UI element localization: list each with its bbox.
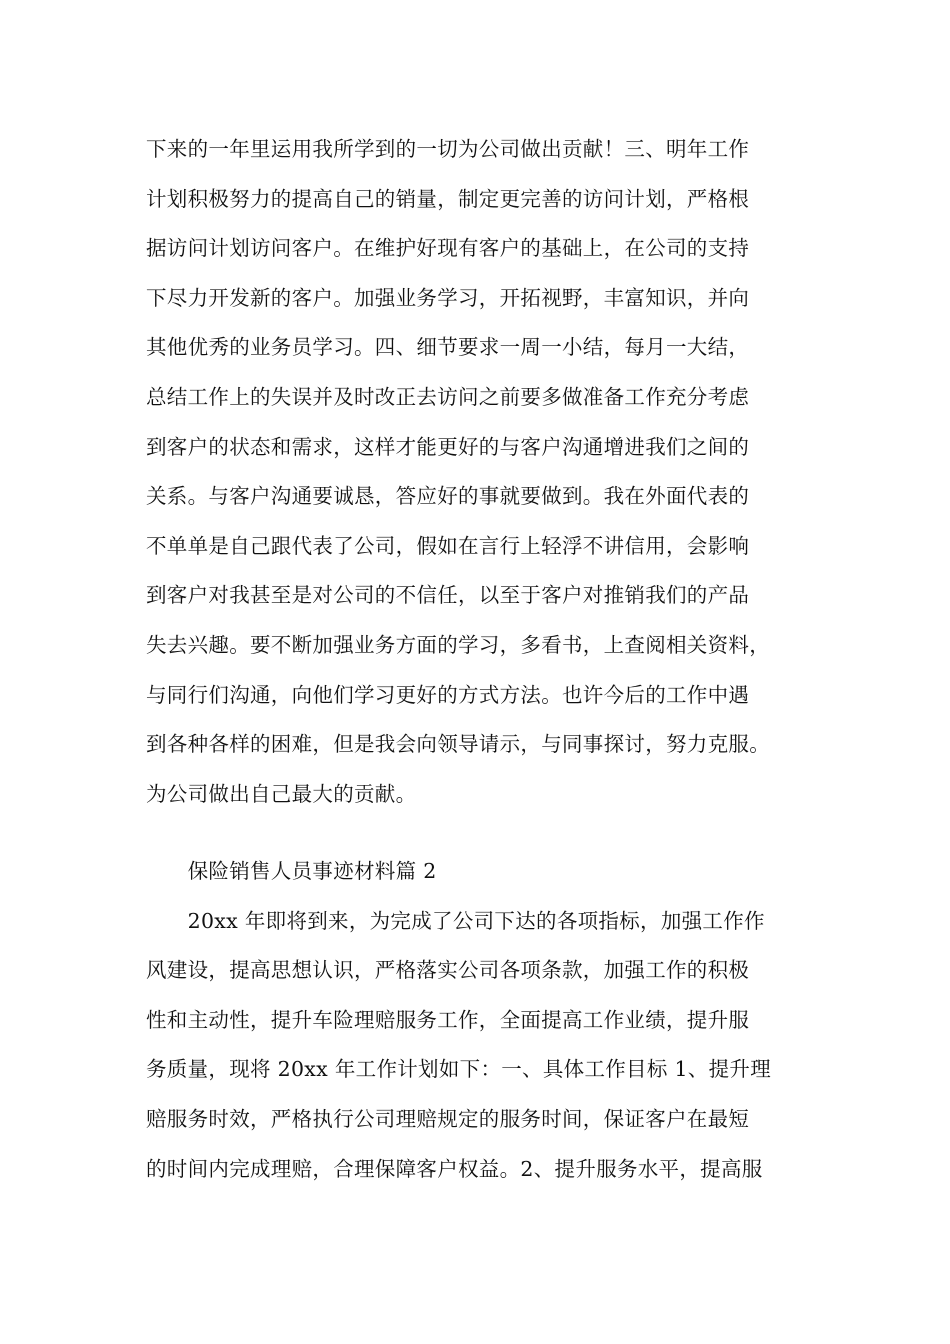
section-2: [146, 847, 836, 1194]
text-line: 其他优秀的业务员学习。四、细节要求一周一小结，每月一大结，: [146, 335, 750, 360]
text-line: 关系。与客户沟通要诚恳，答应好的事就要做到。我在外面代表的: [146, 484, 750, 509]
text-line: 失去兴趣。要不断加强业务方面的学习，多看书，上查阅相关资料，: [146, 632, 770, 657]
text-line: 不单单是自己跟代表了公司，假如在言行上轻浮不讲信用，会影响: [146, 533, 750, 558]
text-line: 据访问计划访问客户。在维护好现有客户的基础上，在公司的支持: [146, 236, 750, 261]
text-line: 到客户的状态和需求，这样才能更好的与客户沟通增进我们之间的: [146, 434, 750, 459]
text-line: 风建设，提高思想认识，严格落实公司各项条款，加强工作的积极: [146, 958, 750, 983]
text-line: 性和主动性，提升车险理赔服务工作，全面提高工作业绩，提升服: [146, 1007, 750, 1032]
text-line: 为公司做出自己最大的贡献。: [146, 781, 417, 806]
text-line: 的时间内完成理赔，合理保障客户权益。2、提升服务水平，提高服: [146, 1156, 763, 1181]
section-heading: 保险销售人员事迹材料篇 2: [146, 859, 437, 883]
text-line: 赔服务时效，严格执行公司理赔规定的服务时间，保证客户在最短: [146, 1106, 750, 1131]
text-line: 总结工作上的失误并及时改正去访问之前要多做准备工作充分考虑: [146, 384, 750, 409]
text-line: 20xx 年即将到来，为完成了公司下达的各项指标，加强工作作: [146, 908, 765, 933]
text-line: 到各种各样的困难，但是我会向领导请示，与同事探讨，努力克服。: [146, 732, 770, 757]
paragraph-continued: [146, 125, 836, 819]
text-line: 下尽力开发新的客户。加强业务学习，开拓视野，丰富知识，并向: [146, 285, 750, 310]
text-line: 与同行们沟通，向他们学习更好的方式方法。也许今后的工作中遇: [146, 682, 750, 707]
text-line: 下来的一年里运用我所学到的一切为公司做出贡献！三、明年工作: [146, 137, 750, 161]
text-line: 计划积极努力的提高自己的销量，制定更完善的访问计划，严格根: [146, 186, 750, 211]
text-line: 到客户对我甚至是对公司的不信任，以至于客户对推销我们的产品: [146, 583, 750, 608]
text-line: 务质量，现将 20xx 年工作计划如下：一、具体工作目标 1、提升理: [146, 1057, 771, 1082]
